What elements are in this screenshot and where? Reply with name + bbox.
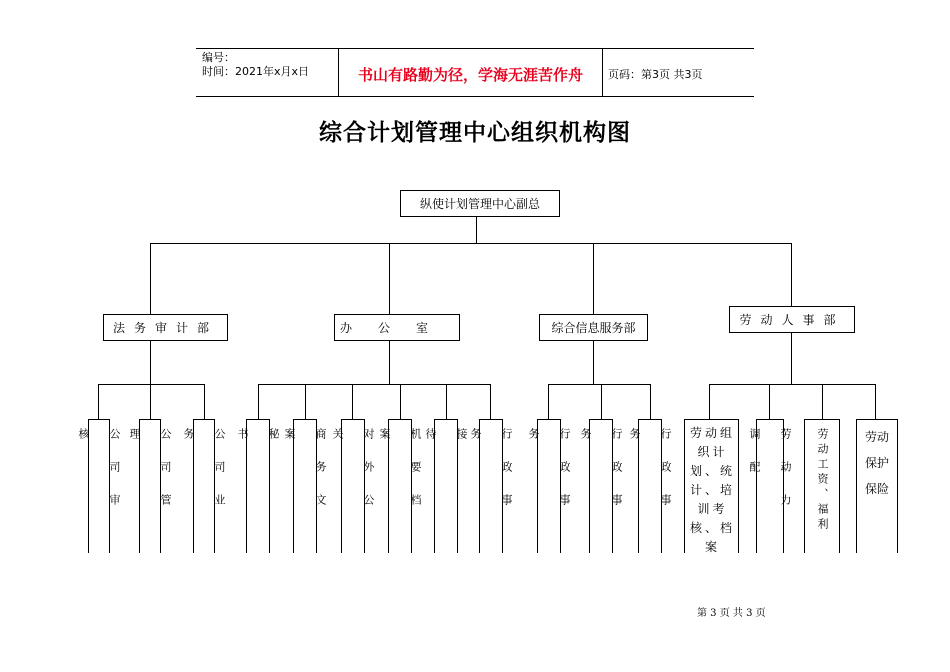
number-label: 编号： — [202, 51, 235, 64]
connector-line — [593, 243, 594, 314]
connector-line — [593, 341, 594, 384]
org-root-node: 纵使计划管理中心副总 — [400, 190, 560, 217]
connector-line — [150, 243, 151, 314]
connector-line — [548, 384, 651, 385]
connector-line — [98, 384, 99, 419]
unit-hr-1: 劳动组织计划、统计、培训考核、档案 — [684, 419, 739, 553]
unit-hr-4: 劳动保护保险 — [856, 419, 898, 553]
connector-line — [791, 333, 792, 384]
dept-office: 办公室 — [334, 314, 460, 341]
connector-line — [98, 384, 205, 385]
connector-line — [446, 384, 447, 419]
unit-office-3: 对外公关 — [341, 419, 365, 553]
time-label: 时间：2021年x月x日 — [202, 65, 310, 78]
dept-hr: 劳动人事部 — [729, 306, 855, 333]
unit-info-2: 行政事务 — [589, 419, 613, 553]
unit-info-1: 行政事务 — [537, 419, 561, 553]
dept-legal-audit: 法务审计部 — [103, 314, 228, 341]
dept-info-service: 综合信息服务部 — [539, 314, 648, 341]
connector-line — [150, 384, 151, 419]
unit-office-1: 秘书 — [246, 419, 270, 553]
connector-line — [709, 384, 710, 419]
connector-line — [791, 243, 792, 306]
connector-line — [352, 384, 353, 419]
header-divider — [602, 48, 603, 96]
header-meta — [202, 51, 309, 79]
connector-line — [389, 243, 390, 314]
connector-line — [490, 384, 491, 419]
connector-line — [601, 384, 602, 419]
connector-line — [400, 384, 401, 419]
unit-office-6: 行政事务 — [479, 419, 503, 553]
connector-line — [389, 341, 390, 384]
unit-office-4: 机要档案 — [388, 419, 412, 553]
unit-legal-audit-3: 公司业务 — [193, 419, 215, 553]
unit-office-5: 接待 — [434, 419, 458, 553]
connector-line — [258, 384, 491, 385]
connector-line — [769, 384, 770, 419]
page-footer: 第 3 页 共 3 页 — [697, 608, 766, 619]
unit-info-3: 行政事务 — [638, 419, 662, 553]
connector-line — [709, 384, 876, 385]
unit-legal-audit-1: 公司审核 — [88, 419, 110, 553]
connector-line — [150, 341, 151, 384]
unit-legal-audit-2: 公司管理 — [139, 419, 161, 553]
unit-hr-3: 劳动工资、福利 — [804, 419, 840, 553]
header-top-rule — [196, 48, 754, 49]
connector-line — [150, 243, 792, 244]
page-label: 页码：第3页 共3页 — [608, 68, 703, 81]
connector-line — [305, 384, 306, 419]
connector-line — [822, 384, 823, 419]
connector-line — [476, 217, 477, 243]
connector-line — [650, 384, 651, 419]
unit-hr-2: 劳动力调配 — [756, 419, 784, 553]
header-motto: 书山有路勤为径，学海无涯苦作舟 — [357, 66, 583, 84]
connector-line — [548, 384, 549, 419]
page-title: 综合计划管理中心组织机构图 — [319, 119, 631, 146]
header-bottom-rule — [196, 96, 754, 97]
connector-line — [258, 384, 259, 419]
connector-line — [204, 384, 205, 419]
unit-office-2: 商务文案 — [293, 419, 317, 553]
connector-line — [875, 384, 876, 419]
